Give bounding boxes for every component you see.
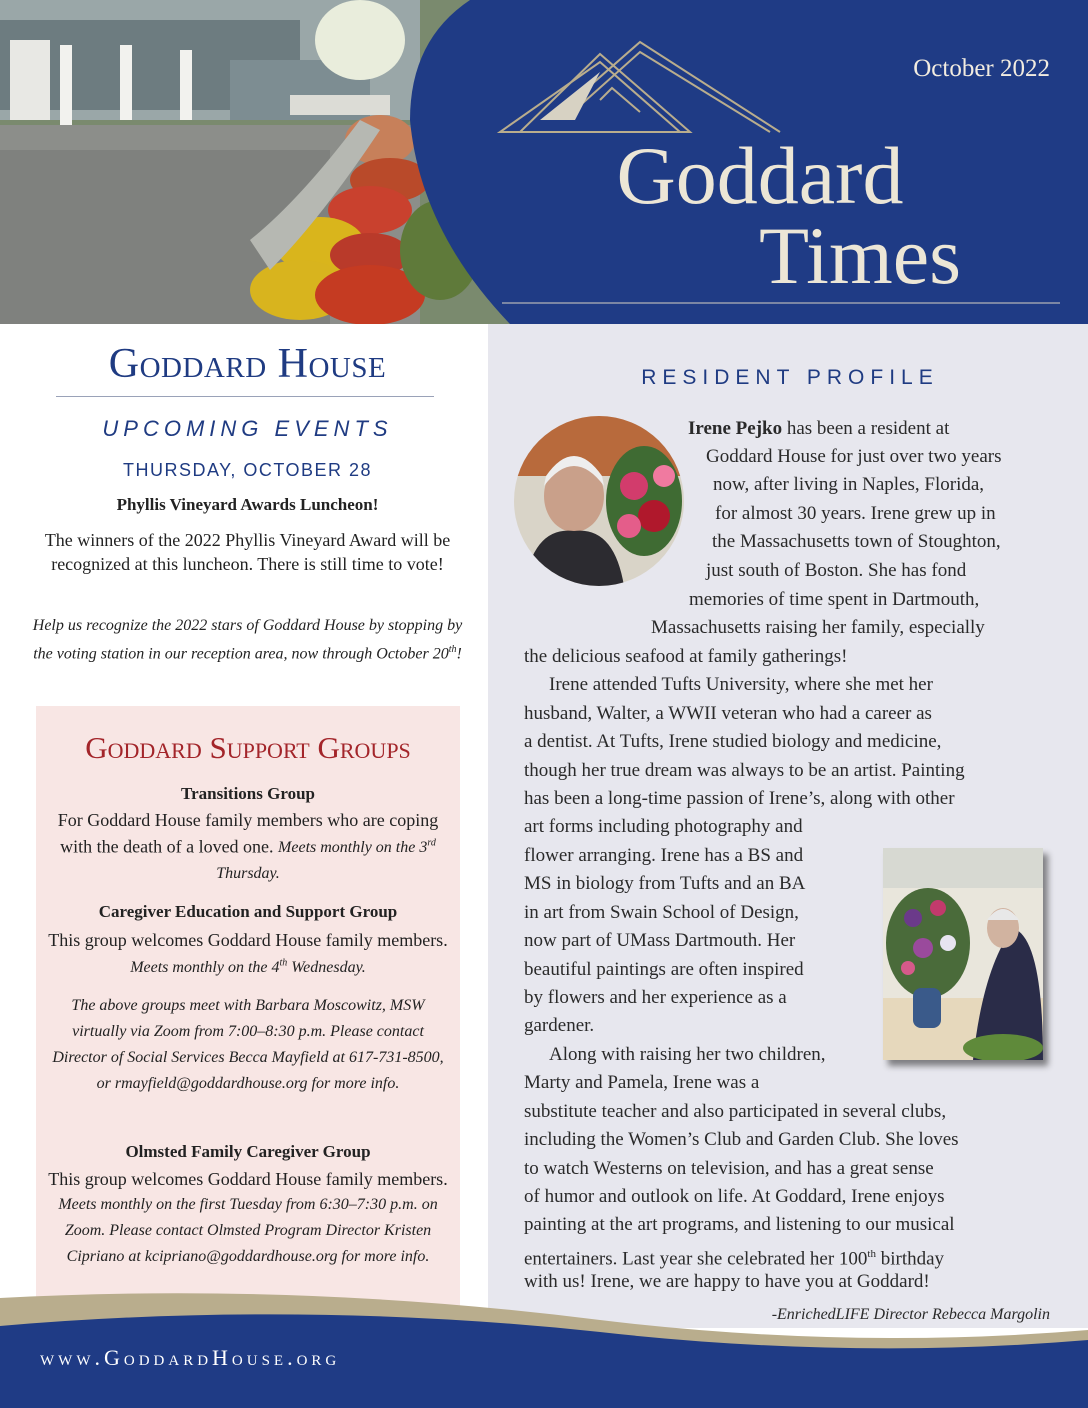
resident-profile-heading: RESIDENT PROFILE — [641, 366, 939, 389]
resident-flowers-photo — [883, 848, 1043, 1060]
profile-line: Marty and Pamela, Irene was a — [524, 1072, 760, 1093]
footer-website-link[interactable]: www.GoddardHouse.org — [40, 1345, 341, 1370]
support-groups-heading: Goddard Support Groups — [85, 730, 411, 765]
event-note-sup: th — [448, 644, 457, 655]
profile-line: in art from Swain School of Design, — [524, 902, 799, 923]
profile-line: has been a long-time passion of Irene’s, along with other — [524, 788, 955, 809]
group-meets-end: Thursday. — [216, 865, 280, 883]
profile-line: for almost 30 years. Irene grew up in — [715, 503, 996, 524]
group-body-text: For Goddard House family members who are coping with the death of a loved one. — [57, 810, 439, 857]
profile-line: Massachusetts raising her family, especially — [651, 617, 985, 638]
profile-line-sup: th — [867, 1248, 876, 1260]
profile-signoff: -EnrichedLIFE Director Rebecca Margolin — [771, 1306, 1050, 1323]
profile-line: with us! Irene, we are happy to have you at Goddard! — [524, 1271, 930, 1292]
profile-line: now part of UMass Dartmouth. Her — [524, 930, 796, 951]
goddard-house-heading: Goddard House — [108, 341, 387, 387]
group-body-text: This group welcomes Goddard House family members. — [48, 1169, 448, 1189]
group-meets-text: Meets monthly on the 3 — [278, 839, 428, 857]
masthead-title-times: Times — [758, 210, 962, 301]
profile-line: painting at the art programs, and listening to our musical — [524, 1214, 955, 1235]
profile-line: just south of Boston. She has fond — [706, 560, 967, 581]
event-date: THURSDAY, OCTOBER 28 — [122, 460, 373, 480]
profile-line: a dentist. At Tufts, Irene studied biology and medicine, — [524, 731, 942, 752]
profile-line: now, after living in Naples, Florida, — [713, 474, 985, 495]
profile-line: of humor and outlook on life. At Goddard, Irene enjoys — [524, 1186, 945, 1207]
group-body-text: This group welcomes Goddard House family members. — [48, 930, 448, 950]
event-voting-note — [30, 614, 465, 666]
group-title: Olmsted Family Caregiver Group — [125, 1142, 371, 1161]
zoom-meeting-note: The above groups meet with Barbara Moscowitz, MSW virtually via Zoom from 7:00–8:30 p.m. Please contact Director of Social Services Becca Mayfield at 617-731-8500, or rmayfield@goddardhouse.org for more info. — [52, 997, 444, 1092]
profile-line: beautiful paintings are often inspired — [524, 959, 804, 980]
profile-line — [688, 415, 949, 443]
group-title: Transitions Group — [181, 784, 315, 803]
profile-line: flower arranging. Irene has a BS and — [524, 845, 804, 866]
profile-line: Irene attended Tufts University, where she met her — [549, 674, 933, 695]
profile-line: though her true dream was always to be an artist. Painting — [524, 760, 965, 781]
event-note-end: ! — [456, 645, 462, 663]
event-note-text: Help us recognize the 2022 stars of Goddard House by stopping by the voting station in our reception area, now through October 20 — [32, 617, 463, 663]
group-meets-text: Meets monthly on the 4 — [130, 959, 280, 977]
event-description: The winners of the 2022 Phyllis Vineyard Award will be recognized at this luncheon. There is still time to vote! — [44, 530, 451, 574]
profile-line: Along with raising her two children, — [549, 1044, 826, 1065]
masthead-title-goddard: Goddard — [616, 130, 904, 221]
group-description — [44, 928, 452, 980]
profile-line: to watch Westerns on television, and has a great sense — [524, 1158, 934, 1179]
profile-line: husband, Walter, a WWII veteran who had a career as — [524, 703, 932, 724]
profile-line: the delicious seafood at family gatherings! — [524, 646, 848, 667]
group-meets — [130, 959, 366, 976]
profile-line: art forms including photography and — [524, 816, 803, 837]
upcoming-events-heading: UPCOMING EVENTS — [102, 416, 393, 441]
group-meets-sup: th — [279, 958, 288, 969]
group-title: Caregiver Education and Support Group — [98, 902, 398, 921]
event-title: Phyllis Vineyard Awards Luncheon! — [116, 495, 379, 514]
heading-divider — [56, 396, 434, 397]
issue-date: October 2022 — [913, 55, 1050, 82]
profile-line: Goddard House for just over two years — [706, 446, 1002, 467]
profile-line: the Massachusetts town of Stoughton, — [712, 531, 1001, 552]
group-meets: Meets monthly on the first Tuesday from 6:30–7:30 p.m. on Zoom. Please contact Olmsted Program Director Kristen Cipriano at kcipriano@goddardhouse.org for more info. — [58, 1196, 438, 1265]
group-meets-end: Wednesday. — [287, 959, 366, 977]
profile-line-text: has been a resident at — [782, 418, 950, 439]
profile-line: MS in biology from Tufts and an BA — [524, 873, 806, 894]
group-description — [44, 808, 452, 886]
profile-line: including the Women’s Club and Garden Club. She loves — [524, 1129, 959, 1150]
group-meets-sup: rd — [427, 838, 436, 849]
resident-portrait-photo — [514, 416, 684, 586]
resident-name: Irene Pejko — [688, 418, 783, 439]
group-description — [44, 1167, 452, 1269]
profile-line-text: entertainers. Last year she celebrated her 100 — [524, 1248, 868, 1270]
profile-line: memories of time spent in Dartmouth, — [689, 589, 980, 610]
profile-line-end: birthday — [875, 1248, 945, 1270]
profile-line: substitute teacher and also participated in several clubs, — [524, 1101, 947, 1122]
profile-line: gardener. — [524, 1015, 595, 1036]
profile-line: by flowers and her experience as a — [524, 987, 787, 1008]
